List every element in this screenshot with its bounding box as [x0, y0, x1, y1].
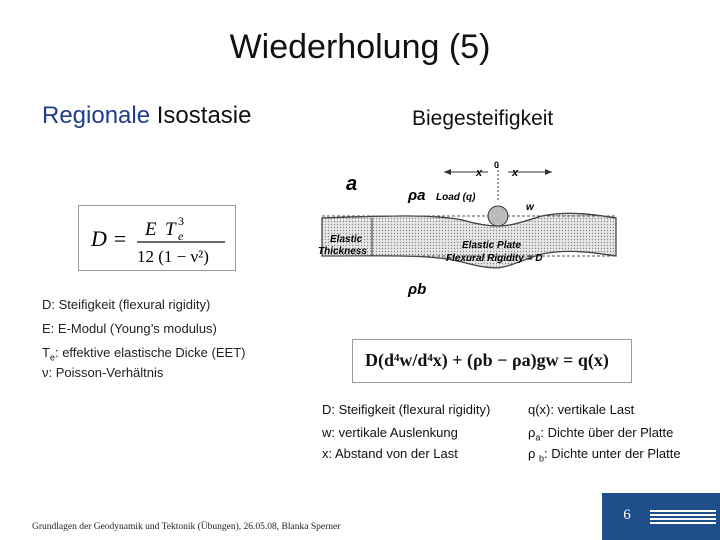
definition-prefix: T: [42, 345, 50, 360]
legend-item: w: vertikale Auslenkung: [322, 425, 458, 440]
legend-sub: b: [539, 453, 545, 464]
definition-item: ν: Poisson-Verhältnis: [42, 365, 164, 380]
definition-sub: e: [49, 352, 55, 363]
load-label: Load (q): [436, 192, 476, 203]
legend-item: D: Steifigkeit (flexural rigidity): [322, 402, 491, 417]
rho-b-label: ρb: [408, 281, 427, 298]
slide-title: Wiederholung (5): [229, 28, 491, 66]
decorative-stripes: [650, 510, 716, 524]
legend-item: [528, 446, 681, 464]
origin-label: 0: [494, 160, 500, 170]
arrow-head-right: [545, 169, 552, 175]
formula-d-graphic: [79, 206, 235, 270]
page-number: 6: [623, 507, 631, 523]
x-label-left: x: [476, 167, 483, 179]
subtitle-regional-isostasy: [42, 102, 251, 130]
formula-sup: 3: [178, 214, 184, 228]
flexural-rigidity-formula: [78, 205, 236, 271]
w-label: w: [526, 202, 534, 213]
panel-letter: a: [346, 173, 358, 195]
legend-item: x: Abstand von der Last: [322, 446, 458, 461]
legend-sub: a: [535, 432, 541, 443]
legend-prefix: q(x): vertikale Last: [528, 402, 635, 417]
legend-rest: : Dichte unter der Platte: [544, 446, 681, 461]
elastic-label: Elastic: [330, 234, 363, 245]
rigidity-label: Flexural Rigidity = D: [446, 253, 543, 264]
subtitle-rest: Isostasie: [156, 102, 252, 129]
formula-num-e: E: [145, 219, 157, 240]
thickness-label: Thickness: [318, 246, 367, 257]
legend-item: [528, 425, 673, 443]
legend-item: [528, 402, 634, 417]
definition-item: D: Steifigkeit (flexural rigidity): [42, 297, 211, 312]
load-sphere: [488, 206, 508, 226]
arrow-head-left: [444, 169, 451, 175]
flexure-diagram-svg: [312, 160, 624, 308]
formula-den: 12 (1 − ν²): [137, 247, 209, 266]
page-number-box: [602, 493, 720, 540]
formula-lhs: D =: [91, 226, 128, 251]
legend-prefix: ρ: [528, 425, 536, 440]
subtitle-flexural-rigidity: Biegesteifigkeit: [412, 107, 554, 130]
formula-sub: e: [178, 229, 184, 243]
footer-citation: Grundlagen der Geodynamik und Tektonik (Übungen), 26.05.08, Blanka Sperner: [32, 522, 341, 532]
x-label-right: x: [512, 167, 519, 179]
plate-label: Elastic Plate: [462, 240, 521, 251]
legend-rest: : Dichte über der Platte: [540, 425, 674, 440]
definition-rest: : effektive elastische Dicke (EET): [54, 345, 246, 360]
definition-item: E: E-Modul (Young’s modulus): [42, 321, 217, 336]
rho-a-label: ρa: [408, 187, 426, 204]
bending-equation-box: [352, 339, 632, 383]
flexure-diagram: [312, 160, 624, 308]
legend-prefix: ρ: [528, 446, 540, 461]
definition-item: [42, 345, 245, 363]
bending-equation: D(d⁴w/d⁴x) + (ρb − ρa)gw = q(x): [365, 350, 609, 370]
subtitle-highlight: Regionale: [42, 102, 151, 129]
formula-num-t: T: [165, 219, 176, 240]
